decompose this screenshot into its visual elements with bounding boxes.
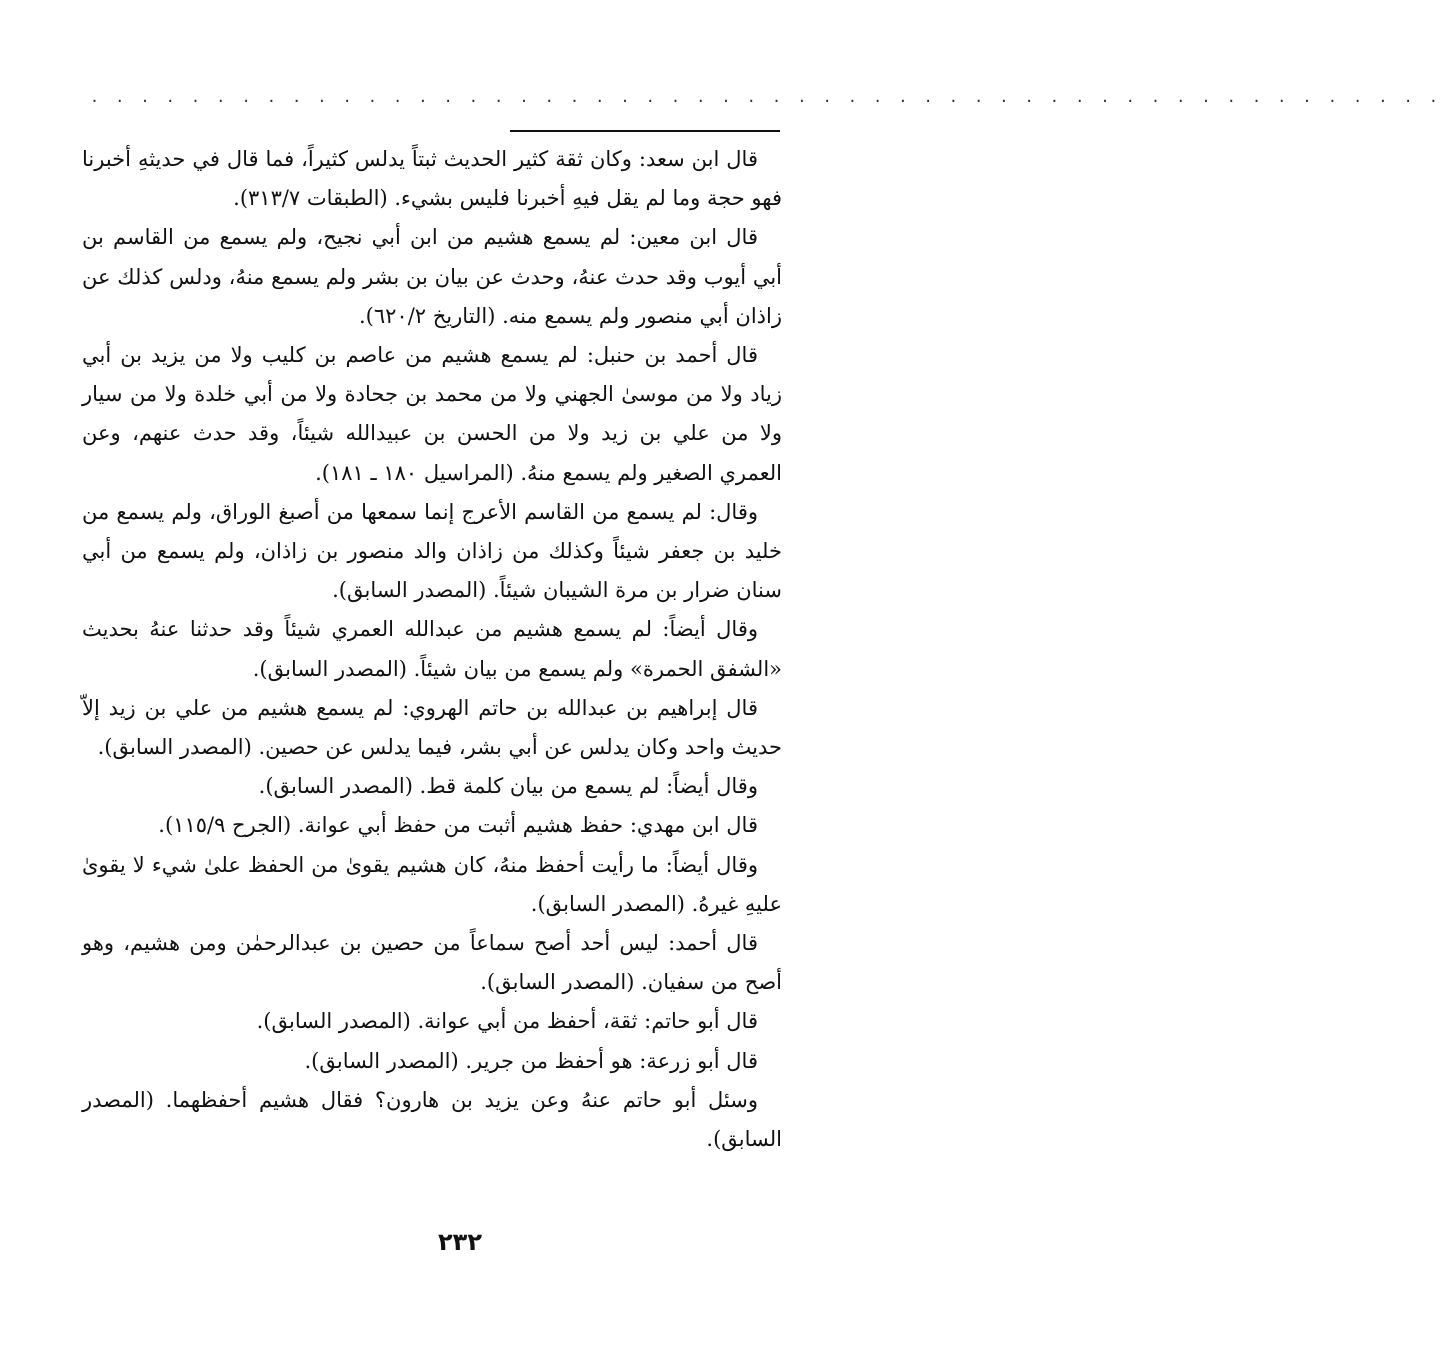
body-text [82, 140, 782, 1159]
paragraph: قال أحمد بن حنبل: لم يسمع هشيم من عاصم بن كليب ولا من يزيد بن أبي زياد ولا من موسىٰ الجهني ولا من محمد بن جحادة ولا من أبي خلدة ولا من سيار ولا من علي بن زيد ولا من الحسن بن عبيدالله شيئاً، وقد حدث عنهم، وعن العمري الصغير ولم يسمع منهُ. (المراسيل ١٨٠ ـ ١٨١). [82, 343, 782, 485]
paragraph: قال أبو زرعة: هو أحفظ من جرير. (المصدر السابق). [304, 1048, 758, 1073]
paragraph: قال ابن معين: لم يسمع هشيم من ابن أبي نجيح، ولم يسمع من القاسم بن أبي أيوب وقد حدث عنهُ، وحدث عن بيان بن بشر ولم يسمع منهُ، ودلس كذلك عن زاذان أبي منصور ولم يسمع منه. (التاريخ ٦٢٠/٢). [82, 225, 782, 328]
paragraph: قال أبو حاتم: ثقة، أحفظ من أبي عوانة. (المصدر السابق). [256, 1009, 758, 1034]
paragraph: قال إبراهيم بن عبدالله بن حاتم الهروي: لم يسمع هشيم من علي بن زيد إلاّ حديث واحد وكان يدلس عن أبي بشر، فيما يدلس عن حصين. (المصدر السابق). [82, 695, 782, 760]
paragraph: وقال أيضاً: ما رأيت أحفظ منهُ، كان هشيم يقوىٰ من الحفظ علىٰ شيء لا يقوىٰ عليهِ غيرهُ. (المصدر السابق). [82, 852, 782, 916]
paragraph: قال أحمد: ليس أحد أصح سماعاً من حصين بن عبدالرحمٰن ومن هشيم، وهو أصح من سفيان. (المصدر السابق). [82, 931, 782, 995]
paragraph: قال ابن سعد: وكان ثقة كثير الحديث ثبتاً يدلس كثيراً، فما قال في حديثهِ أخبرنا فهو حجة وما لم يقل فيهِ أخبرنا فليس بشيء. (الطبقات ٣١٣/٧). [82, 147, 782, 211]
dotted-separator: · · · · · · · · · · · · · · · · · · · · · · · · · · · · · · · · · · · · · · · · · · · · · · · · · · · · · · [90, 92, 1442, 110]
footnote-rule [510, 130, 780, 132]
page-number: ٢٣٢ [438, 1228, 482, 1256]
paragraph: وقال أيضاً: لم يسمع من بيان كلمة قط. (المصدر السابق). [258, 774, 758, 799]
paragraph: وقال: لم يسمع من القاسم الأعرج إنما سمعها من أصبغ الوراق، ولم يسمع من خليد بن جعفر شيئاً وكذلك من زاذان والد منصور بن زاذان، ولم يسمع من أبي سنان ضرار بن مرة الشيبان شيئاً. (المصدر السابق). [82, 499, 782, 603]
paragraph: وسئل أبو حاتم عنهُ وعن يزيد بن هارون؟ فقال هشيم أحفظهما. (المصدر السابق). [82, 1087, 782, 1152]
paragraph: وقال أيضاً: لم يسمع هشيم من عبدالله العمري شيئاً وقد حدثنا عنهُ بحديث «الشفق الحمرة» ولم يسمع من بيان شيئاً. (المصدر السابق). [82, 617, 782, 681]
paragraph: قال ابن مهدي: حفظ هشيم أثبت من حفظ أبي عوانة. (الجرح ١١٥/٩). [158, 813, 758, 838]
